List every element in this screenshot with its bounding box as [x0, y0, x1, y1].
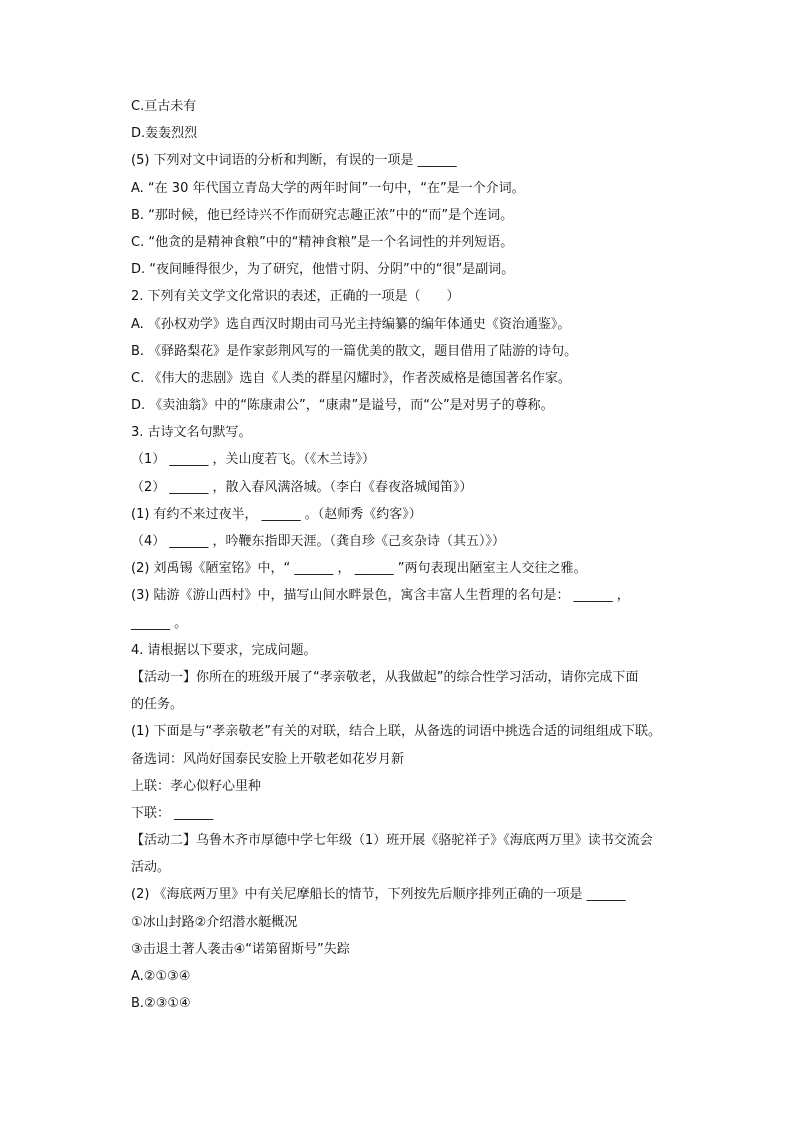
question-3-item-5: (2) 刘禹锡《陋室铭》中，“ ______ ， ______ ”两句表现出陋室主人交往之雅。 [131, 561, 587, 577]
option-c-text: C.亘古未有 [131, 99, 197, 114]
question-2-option-d: D. 《卖油翁》中的“陈康肃公”，“康肃”是谥号，而“公”是对男子的尊称。 [131, 398, 554, 414]
candidate-words: 备选词：风尚好国泰民安脸上开敬老如花岁月新 [131, 751, 405, 767]
plot-events-row-1: ①冰山封路②介绍潜水艇概况 [131, 914, 298, 930]
question-3-item-6: (3) 陆游《游山西村》中，描写山间水畔景色，寓含丰富人生哲理的名句是： ______ ， [131, 588, 630, 604]
question-5-option-c: C. “他贪的是精神食粮”中的“精神食粮”是一个名词性的并列短语。 [131, 234, 514, 250]
question-2-option-c: C. 《伟大的悲剧》选自《人类的群星闪耀时》，作者茨威格是德国著名作家。 [131, 370, 571, 386]
question-3-stem: 3. 古诗文名句默写。 [131, 425, 252, 441]
activity-2-intro-continued: 活动。 [131, 860, 171, 876]
activity-2-task-2: (2) 《海底两万里》中有关尼摩船长的情节，下列按先后顺序排列正确的一项是 ______ [131, 887, 626, 903]
question-5-option-d: D. “夜间睡得很少，为了研究，他惜寸阴、分阴”中的“很”是副词。 [131, 262, 515, 278]
question-3-item-6-continued: ______ 。 [131, 615, 188, 631]
question-5-stem: (5) 下列对文中词语的分析和判断，有误的一项是 ______ [131, 153, 457, 169]
question-2-option-a: A. 《孙权劝学》选自西汉时期由司马光主持编纂的编年体通史《资治通鉴》。 [131, 316, 571, 332]
question-3-item-3: (1) 有约不来过夜半， ______ 。（赵师秀《约客》） [131, 506, 422, 522]
sequence-option-a: A.②①③④ [131, 969, 191, 984]
activity-1-intro: 【活动一】你所在的班级开展了“孝亲敬老，从我做起”的综合性学习活动，请你完成下面 [131, 669, 639, 685]
lower-couplet: 下联： ______ [131, 805, 214, 821]
plot-events-row-2: ③击退土著人袭击④“诺第留斯号”失踪 [131, 941, 350, 957]
question-3-item-1: （1） ______ ，关山度若飞。（《木兰诗》） [131, 452, 376, 468]
activity-1-task-1: (1) 下面是与“孝亲敬老”有关的对联，结合上联，从备选的词语中挑选合适的词组组成下联。 [131, 724, 662, 740]
question-2-option-b: B. 《驿路梨花》是作家彭荆风写的一篇优美的散文，题目借用了陆游的诗句。 [131, 343, 578, 359]
upper-couplet: 上联：孝心似籽心里种 [131, 778, 262, 794]
activity-1-intro-continued: 的任务。 [131, 697, 184, 713]
question-5-option-a: A. “在 30 年代国立青岛大学的两年时间”一句中，“在”是一个介词。 [131, 180, 525, 196]
sequence-option-b: B.②③①④ [131, 996, 191, 1012]
question-2-stem: 2. 下列有关文学文化常识的表述，正确的一项是（ ） [131, 289, 460, 305]
question-5-option-b: B. “那时候，他已经诗兴不作而研究志趣正浓”中的“而”是个连词。 [131, 207, 514, 223]
activity-2-intro: 【活动二】乌鲁木齐市厚德中学七年级（1）班开展《骆驼祥子》《海底两万里》读书交流会 [131, 833, 653, 849]
option-d-text: D.轰轰烈烈 [131, 126, 198, 142]
document-body [131, 93, 691, 1017]
question-3-item-2: （2） ______ ，散入春风满洛城。（李白《春夜洛城闻笛》） [131, 479, 473, 495]
question-4-stem: 4. 请根据以下要求，完成问题。 [131, 642, 317, 658]
question-3-item-4: （4） ______ ，吟鞭东指即天涯。（龚自珍《己亥杂诗（其五）》） [131, 534, 506, 549]
